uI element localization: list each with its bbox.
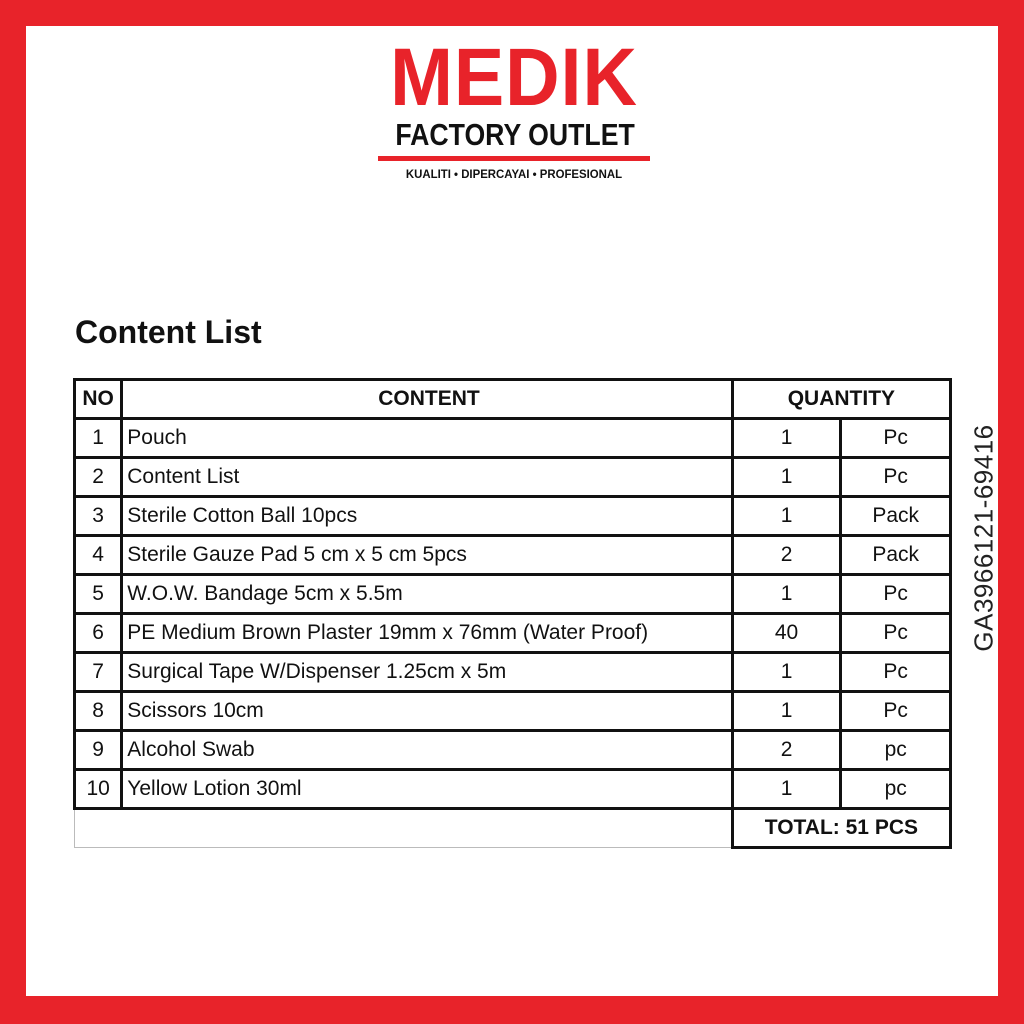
table-row (75, 536, 951, 575)
table-row (75, 731, 951, 770)
row-quantity: 1 (732, 653, 841, 692)
row-no: 6 (75, 614, 122, 653)
row-no: 4 (75, 536, 122, 575)
total-empty-cell (75, 809, 733, 848)
row-unit: Pc (841, 458, 951, 497)
row-no: 1 (75, 419, 122, 458)
row-content: Surgical Tape W/Dispenser 1.25cm x 5m (122, 653, 732, 692)
row-content: W.O.W. Bandage 5cm x 5.5m (122, 575, 732, 614)
row-content: Yellow Lotion 30ml (122, 770, 732, 809)
row-quantity: 2 (732, 536, 841, 575)
row-unit: Pc (841, 575, 951, 614)
row-unit: pc (841, 731, 951, 770)
total-value: TOTAL: 51 PCS (732, 809, 950, 848)
table-row (75, 575, 951, 614)
section-title: Content List (75, 314, 262, 350)
row-no: 7 (75, 653, 122, 692)
table-header-row (75, 380, 951, 419)
row-no: 3 (75, 497, 122, 536)
header-quantity: QUANTITY (732, 380, 950, 419)
row-quantity: 1 (732, 458, 841, 497)
row-no: 9 (75, 731, 122, 770)
row-content: Sterile Cotton Ball 10pcs (122, 497, 732, 536)
row-content: Scissors 10cm (122, 692, 732, 731)
brand-logo (376, 32, 652, 181)
table-row (75, 497, 951, 536)
content-table (73, 378, 952, 849)
table-row (75, 653, 951, 692)
row-content: Sterile Gauze Pad 5 cm x 5 cm 5pcs (122, 536, 732, 575)
row-unit: Pack (841, 497, 951, 536)
row-quantity: 1 (732, 497, 841, 536)
row-content: Content List (122, 458, 732, 497)
table-row (75, 770, 951, 809)
row-quantity: 2 (732, 731, 841, 770)
row-quantity: 1 (732, 419, 841, 458)
table-row (75, 614, 951, 653)
row-quantity: 1 (732, 770, 841, 809)
row-unit: Pc (841, 692, 951, 731)
brand-name: MEDIK (390, 32, 638, 123)
content-sheet (26, 26, 998, 996)
row-no: 5 (75, 575, 122, 614)
row-quantity: 1 (732, 575, 841, 614)
row-content: Pouch (122, 419, 732, 458)
header-no: NO (75, 380, 122, 419)
row-quantity: 1 (732, 692, 841, 731)
table-row (75, 419, 951, 458)
table-row (75, 458, 951, 497)
row-unit: Pc (841, 614, 951, 653)
row-unit: pc (841, 770, 951, 809)
row-no: 2 (75, 458, 122, 497)
row-unit: Pc (841, 653, 951, 692)
brand-subtitle: FACTORY OUTLET (395, 117, 635, 152)
total-row (75, 809, 951, 848)
row-unit: Pc (841, 419, 951, 458)
row-content: PE Medium Brown Plaster 19mm x 76mm (Water Proof) (122, 614, 732, 653)
table-body (75, 419, 951, 809)
row-no: 10 (75, 770, 122, 809)
row-content: Alcohol Swab (122, 731, 732, 770)
row-unit: Pack (841, 536, 951, 575)
table-row (75, 692, 951, 731)
brand-divider (378, 156, 650, 161)
row-no: 8 (75, 692, 122, 731)
header-content: CONTENT (122, 380, 732, 419)
product-code: GA3966121-69416 (968, 424, 999, 652)
brand-tagline: KUALITI • DIPERCAYAI • PROFESIONAL (405, 167, 623, 181)
row-quantity: 40 (732, 614, 841, 653)
